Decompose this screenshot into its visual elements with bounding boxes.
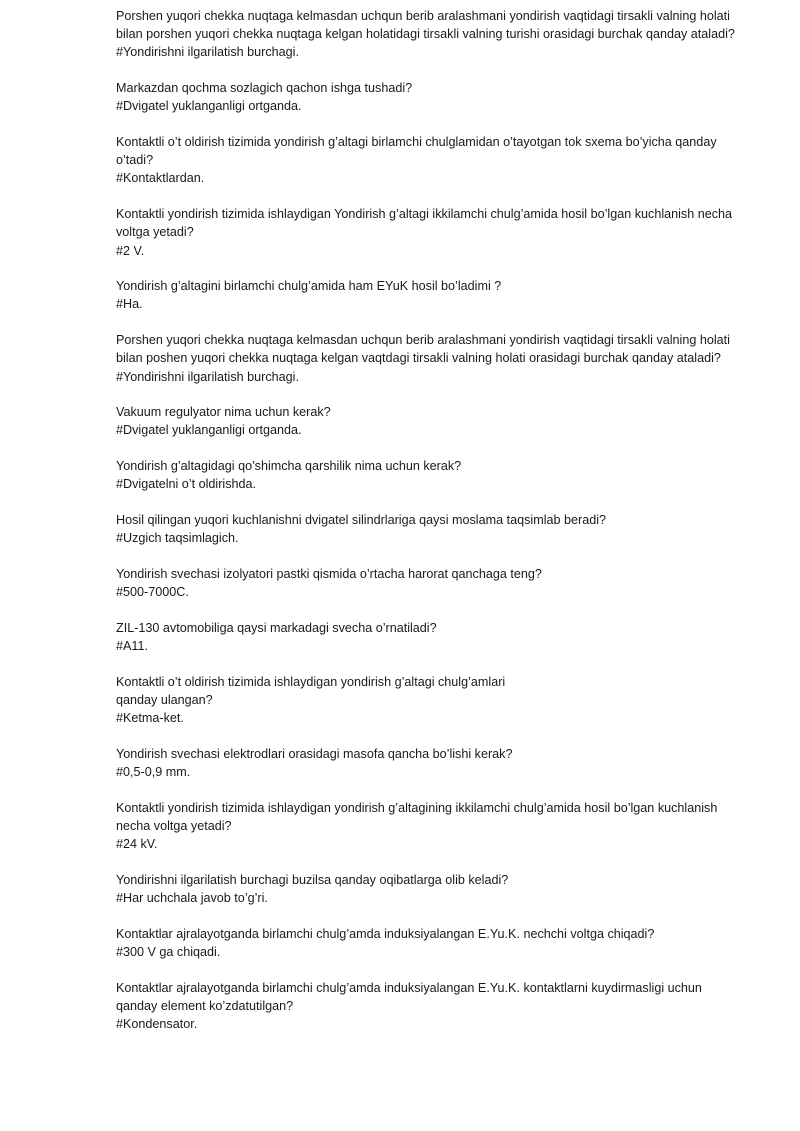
answer-text: #Dvigatel yuklanganligi ortganda.	[116, 99, 302, 114]
question-text: Kontaktlar ajralayotganda birlamchi chulg’amda induksiyalangan E.Yu.K. kontaktlarni kuydirmasligi uchun qanday element ko’zdatutilgan?	[116, 980, 702, 1013]
answer-text: #Uzgich taqsimlagich.	[116, 531, 239, 546]
question-text: Yondirish g’altagidagi qo’shimcha qarshilik nima uchun kerak?	[116, 459, 462, 474]
qa-item	[116, 619, 746, 655]
question-text: ZIL-130 avtomobiliga qaysi markadagi svecha o’rnatiladi?	[116, 620, 437, 635]
document-page	[116, 7, 746, 1051]
question-text: Yondirish g’altagini birlamchi chulg’amida ham EYuK hosil bo’ladimi ?	[116, 279, 502, 294]
qa-item	[116, 511, 746, 547]
answer-text: #Ketma-ket.	[116, 711, 184, 726]
question-text: Yondirishni ilgarilatish burchagi buzilsa qanday oqibatlarga olib keladi?	[116, 872, 509, 887]
question-text: Markazdan qochma sozlagich qachon ishga tushadi?	[116, 81, 413, 96]
qa-item	[116, 205, 746, 260]
answer-text: #Har uchchala javob to’g’ri.	[116, 891, 268, 906]
qa-item	[116, 979, 746, 1034]
answer-text: #Dvigatel yuklanganligi ortganda.	[116, 423, 302, 438]
question-text: Kontaktlar ajralayotganda birlamchi chulg’amda induksiyalangan E.Yu.K. nechchi voltga chiqadi?	[116, 926, 655, 941]
answer-text: #A11.	[116, 639, 148, 654]
qa-item	[116, 277, 746, 313]
answer-text: #Kondensator.	[116, 1017, 198, 1032]
answer-text: #2 V.	[116, 243, 145, 258]
qa-item	[116, 7, 746, 62]
question-text: Kontaktli yondirish tizimida ishlaydigan yondirish g’altagining ikkilamchi chulg’amida hosil bo’lgan kuchlanish necha voltga yetadi?	[116, 800, 718, 833]
qa-item	[116, 133, 746, 188]
question-text: Vakuum regulyator nima uchun kerak?	[116, 405, 331, 420]
answer-text: #Yondirishni ilgarilatish burchagi.	[116, 45, 299, 60]
qa-item	[116, 673, 746, 728]
answer-text: #24 kV.	[116, 837, 158, 852]
qa-item	[116, 403, 746, 439]
answer-text: #Kontaktlardan.	[116, 171, 205, 186]
answer-text: #500-7000C.	[116, 585, 189, 600]
question-text: Kontaktli o’t oldirish tizimida ishlaydigan yondirish g’altagi chulg’amlari qanday ulangan?	[116, 674, 506, 707]
answer-text: #Dvigatelni o’t oldirishda.	[116, 477, 257, 492]
qa-item	[116, 331, 746, 386]
qa-item	[116, 799, 746, 854]
answer-text: #0,5-0,9 mm.	[116, 765, 191, 780]
qa-item	[116, 925, 746, 961]
qa-item	[116, 457, 746, 493]
qa-item	[116, 871, 746, 907]
answer-text: #Ha.	[116, 297, 143, 312]
question-text: Yondirish svechasi elektrodlari orasidagi masofa qancha bo’lishi kerak?	[116, 746, 513, 761]
qa-item	[116, 745, 746, 781]
answer-text: #Yondirishni ilgarilatish burchagi.	[116, 369, 299, 384]
answer-text: #300 V ga chiqadi.	[116, 945, 221, 960]
question-text: Kontaktli o’t oldirish tizimida yondirish g’altagi birlamchi chulglamidan o’tayotgan tok sxema bo’yicha qanday o’tadi?	[116, 135, 717, 168]
question-text: Porshen yuqori chekka nuqtaga kelmasdan uchqun berib aralashmani yondirish vaqtidagi tirsakli valning holati bilan porshen yuqori chekka nuqtaga kelgan holatidagi tirsakli valning turishi orasidagi burchak qanday ataladi?	[116, 9, 735, 42]
question-text: Porshen yuqori chekka nuqtaga kelmasdan uchqun berib aralashmani yondirish vaqtidagi tirsakli valning holati bilan poshen yuqori chekka nuqtaga kelgan vaqtdagi tirsakli valning holati orasidagi burchak qanday ataladi?	[116, 333, 730, 366]
question-text: Hosil qilingan yuqori kuchlanishni dvigatel silindrlariga qaysi moslama taqsimlab beradi?	[116, 513, 607, 528]
question-text: Yondirish svechasi izolyatori pastki qismida o’rtacha harorat qanchaga teng?	[116, 566, 542, 581]
qa-item	[116, 565, 746, 601]
qa-item	[116, 79, 746, 115]
question-text: Kontaktli yondirish tizimida ishlaydigan Yondirish g’altagi ikkilamchi chulg’amida hosil bo’lgan kuchlanish necha voltga yetadi?	[116, 207, 733, 240]
